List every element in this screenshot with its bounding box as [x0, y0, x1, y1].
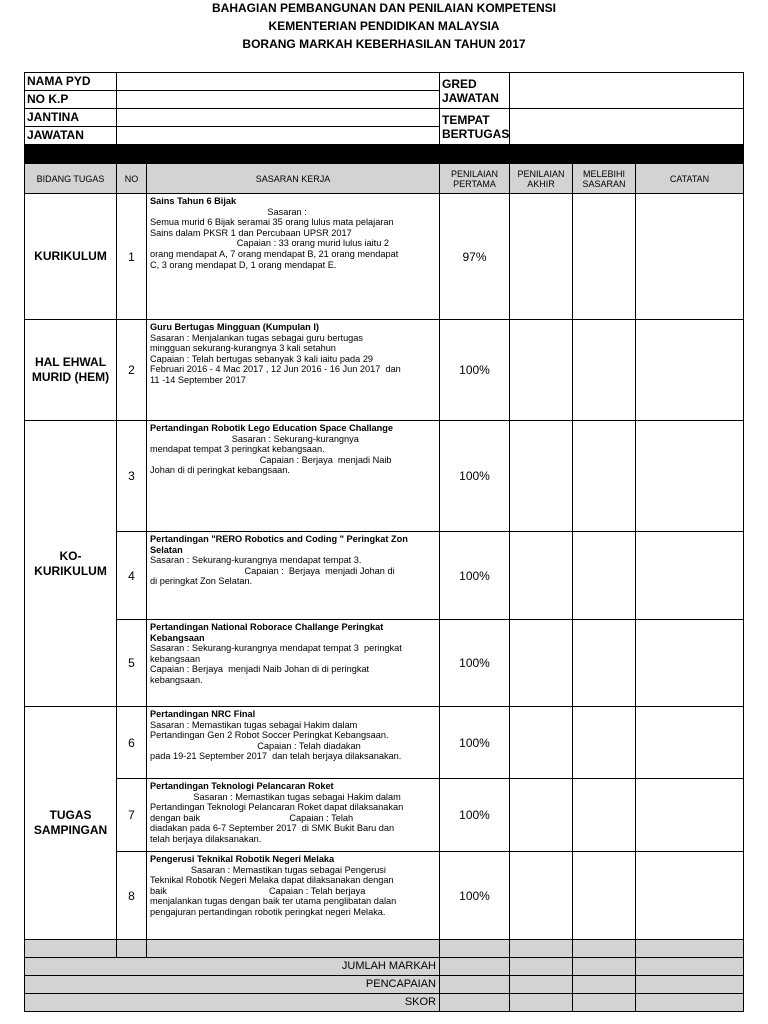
bidang-kokurikulum: KO- KURIKULUM [24, 420, 117, 707]
row-1-title: Sains Tahun 6 Bijak [150, 196, 237, 206]
skor-melebihi[interactable] [572, 993, 636, 1012]
row-1-melebihi-sasaran[interactable] [572, 193, 636, 320]
row-4-title: Pertandingan "RERO Robotics and Coding " Peringkat Zon Selatan [150, 534, 408, 555]
blank-row-melebihi [572, 939, 636, 958]
row-6-penilaian-pertama: 100% [439, 706, 510, 779]
col-catatan: CATATAN [635, 163, 744, 194]
row-2-title: Guru Bertugas Mingguan (Kumpulan I) [150, 322, 319, 332]
col-penilaian-akhir: PENILAIAN AKHIR [509, 163, 573, 194]
nama-pyd-field[interactable] [116, 72, 440, 91]
tempat-bertugas-label: TEMPAT BERTUGAS [439, 108, 510, 145]
blank-row-catatan [635, 939, 744, 958]
jawatan-label: JAWATAN [24, 126, 117, 145]
jawatan-field[interactable] [116, 126, 440, 145]
bidang-kurikulum: KURIKULUM [24, 193, 117, 320]
row-4-melebihi-sasaran[interactable] [572, 531, 636, 620]
row-4-penilaian-pertama: 100% [439, 531, 510, 620]
row-7-penilaian-akhir[interactable] [509, 778, 573, 852]
row-2-catatan[interactable] [635, 319, 744, 421]
row-4-no: 4 [116, 531, 147, 620]
row-5-sasaran [146, 619, 440, 707]
pencapaian-melebihi[interactable] [572, 975, 636, 994]
pencapaian-pertama[interactable] [439, 975, 510, 994]
blank-row-sasaran [146, 939, 440, 958]
skor-label: SKOR [24, 993, 440, 1012]
row-4-catatan[interactable] [635, 531, 744, 620]
row-4-body: Sasaran : Sekurang-kurangnya mendapat tempat 3. Capaian : Berjaya menjadi Johan di di peringkat Zon Selatan. [150, 555, 395, 587]
blank-row-bidang [24, 939, 117, 958]
header-line-1: BAHAGIAN PEMBANGUNAN DAN PENILAIAN KOMPETENSI [211, 1, 556, 15]
jantina-field[interactable] [116, 108, 440, 127]
row-6-body: Sasaran : Memastikan tugas sebagai Hakim dalam Pertandingan Gen 2 Robot Soccer Peringkat Kebangsaan. Capaian : Telah diadakan pada 19-21 September 2017 dan telah berjaya dilaksanakan. [150, 719, 402, 762]
row-5-no: 5 [116, 619, 147, 707]
row-6-no: 6 [116, 706, 147, 779]
jumlah-pertama[interactable] [439, 957, 510, 976]
row-8-no: 8 [116, 851, 147, 940]
row-3-no: 3 [116, 420, 147, 532]
bidang-tugas-sampingan: TUGAS SAMPINGAN [24, 706, 117, 940]
jumlah-melebihi[interactable] [572, 957, 636, 976]
row-2-penilaian-akhir[interactable] [509, 319, 573, 421]
skor-akhir[interactable] [509, 993, 573, 1012]
row-6-melebihi-sasaran[interactable] [572, 706, 636, 779]
row-1-penilaian-akhir[interactable] [509, 193, 573, 320]
row-8-sasaran [146, 851, 440, 940]
row-3-title: Pertandingan Robotik Lego Education Space Challange [150, 423, 393, 433]
header-line-3: BORANG MARKAH KEBERHASILAN TAHUN 2017 [242, 37, 526, 51]
row-3-melebihi-sasaran[interactable] [572, 420, 636, 532]
row-6-sasaran [146, 706, 440, 779]
row-1-penilaian-pertama: 97% [439, 193, 510, 320]
row-7-sasaran [146, 778, 440, 852]
row-2-no: 2 [116, 319, 147, 421]
row-7-melebihi-sasaran[interactable] [572, 778, 636, 852]
jumlah-markah-label: JUMLAH MARKAH [24, 957, 440, 976]
row-5-melebihi-sasaran[interactable] [572, 619, 636, 707]
col-melebihi-sasaran: MELEBIHI SASARAN [572, 163, 636, 194]
gred-jawatan-label: GRED JAWATAN [439, 72, 510, 109]
skor-pertama[interactable] [439, 993, 510, 1012]
row-1-sasaran [146, 193, 440, 320]
row-5-penilaian-akhir[interactable] [509, 619, 573, 707]
col-sasaran-kerja: SASARAN KERJA [146, 163, 440, 194]
row-7-body: Sasaran : Memastikan tugas sebagai Hakim dalam Pertandingan Teknologi Pelancaran Roket dapat dilaksanakan dengan baik Capaian : Telah diadakan pada 6-7 September 2017 di SMK Bukit Baru dan telah berjaya dilaksanakan. [150, 791, 404, 844]
row-4-sasaran [146, 531, 440, 620]
row-3-penilaian-akhir[interactable] [509, 420, 573, 532]
row-7-catatan[interactable] [635, 778, 744, 852]
jumlah-catatan[interactable] [635, 957, 744, 976]
row-3-penilaian-pertama: 100% [439, 420, 510, 532]
pencapaian-catatan[interactable] [635, 975, 744, 994]
pencapaian-label: PENCAPAIAN [24, 975, 440, 994]
row-2-sasaran [146, 319, 440, 421]
row-5-catatan[interactable] [635, 619, 744, 707]
skor-catatan[interactable] [635, 993, 744, 1012]
jantina-label: JANTINA [24, 108, 117, 127]
section-divider [24, 145, 744, 164]
row-7-title: Pertandingan Teknologi Pelancaran Roket [150, 781, 334, 791]
row-6-catatan[interactable] [635, 706, 744, 779]
row-8-title: Pengerusi Teknikal Robotik Negeri Melaka [150, 854, 335, 864]
header-line-2: KEMENTERIAN PENDIDIKAN MALAYSIA [268, 19, 500, 33]
row-2-penilaian-pertama: 100% [439, 319, 510, 421]
row-3-catatan[interactable] [635, 420, 744, 532]
col-bidang-tugas: BIDANG TUGAS [24, 163, 117, 194]
row-3-sasaran [146, 420, 440, 532]
pencapaian-akhir[interactable] [509, 975, 573, 994]
nama-pyd-label: NAMA PYD [24, 72, 117, 91]
row-5-title: Pertandingan National Roborace Challange Peringkat Kebangsaan [150, 622, 384, 643]
row-5-penilaian-pertama: 100% [439, 619, 510, 707]
row-3-body: Sasaran : Sekurang-kurangnya mendapat tempat 3 peringkat kebangsaan. Capaian : Berjaya menjadi Naib Johan di di peringkat kebangsaan. [150, 433, 392, 476]
row-8-catatan[interactable] [635, 851, 744, 940]
row-7-penilaian-pertama: 100% [439, 778, 510, 852]
col-no: NO [116, 163, 147, 194]
jumlah-akhir[interactable] [509, 957, 573, 976]
row-6-penilaian-akhir[interactable] [509, 706, 573, 779]
row-1-catatan[interactable] [635, 193, 744, 320]
row-8-body: Sasaran : Memastikan tugas sebagai Pengerusi Teknikal Robotik Negeri Melaka dapat dilaksanakan dengan baik Capaian : Telah berjaya menjalankan tugas dengan baik ter utama penglibatan dalan pengajuran pertandingan robotik peringkat negeri Melaka. [150, 864, 397, 917]
row-2-melebihi-sasaran[interactable] [572, 319, 636, 421]
blank-row-no [116, 939, 147, 958]
gred-jawatan-field[interactable] [509, 72, 744, 109]
row-6-title: Pertandingan NRC Final [150, 709, 256, 719]
row-8-penilaian-akhir[interactable] [509, 851, 573, 940]
no-kp-label: NO K.P [24, 90, 117, 109]
row-1-no: 1 [116, 193, 147, 320]
no-kp-field[interactable] [116, 90, 440, 109]
row-8-penilaian-pertama: 100% [439, 851, 510, 940]
row-8-melebihi-sasaran[interactable] [572, 851, 636, 940]
row-1-body: Sasaran : Semua murid 6 Bijak seramai 35 orang lulus mata pelajaran Sains dalam PKSR 1 dan Percubaan UPSR 2017 Capaian : 33 orang murid lulus iaitu 2 orang mendapat A, 7 orang mendapat B, 21 orang mendapat C, 3 orang mendapat D, 1 orang mendapat E. [150, 206, 399, 270]
row-2-body: Sasaran : Menjalankan tugas sebagai guru bertugas mingguan sekurang-kurangnya 3 kali setahun Capaian : Telah bertugas sebanyak 3 kali iaitu pada 29 Februari 2016 - 4 Mac 2017 , 12 Jun 2016 - 16 Jun 2017 dan 11 -14 September 2017 [150, 332, 401, 385]
blank-row-akhir [509, 939, 573, 958]
blank-row-pertama [439, 939, 510, 958]
tempat-bertugas-field[interactable] [509, 108, 744, 145]
col-penilaian-pertama: PENILAIAN PERTAMA [439, 163, 510, 194]
row-7-no: 7 [116, 778, 147, 852]
row-4-penilaian-akhir[interactable] [509, 531, 573, 620]
row-5-body: Sasaran : Sekurang-kurangnya mendapat tempat 3 peringkat kebangsaan Capaian : Berjaya menjadi Naib Johan di di peringkat kebangsaan. [150, 643, 402, 685]
bidang-hem: HAL EHWAL MURID (HEM) [24, 319, 117, 421]
